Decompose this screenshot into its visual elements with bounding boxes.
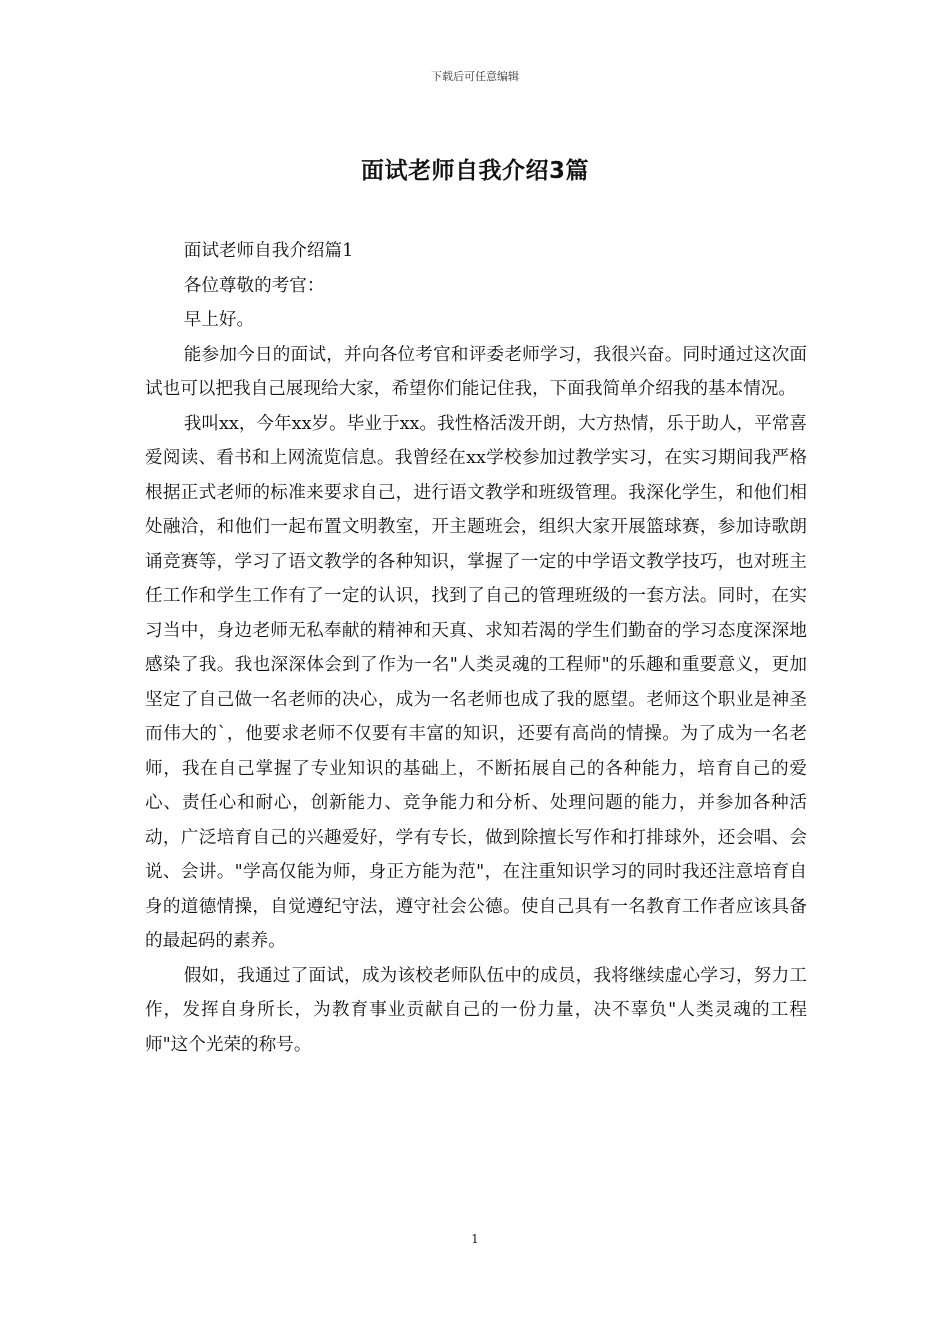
header-note: 下载后可任意编辑 bbox=[431, 70, 519, 83]
body-paragraph: 假如，我通过了面试，成为该校老师队伍中的成员，我将继续虚心学习，努力工作，发挥自身所长，为教育事业贡献自己的一份力量，决不辜负"人类灵魂的工程师"这个光荣的称号。 bbox=[145, 965, 807, 1055]
salutation: 各位尊敬的考官： bbox=[183, 275, 325, 296]
body-paragraph: 能参加今日的面试，并向各位考官和评委老师学习，我很兴奋。同时通过这次面试也可以把我自己展现给大家，希望你们能记住我，下面我简单介绍我的基本情况。 bbox=[145, 344, 807, 399]
page-number: 1 bbox=[471, 1232, 479, 1246]
greeting: 早上好。 bbox=[183, 310, 255, 330]
document-title: 面试老师自我介绍3篇 bbox=[360, 158, 589, 184]
section-heading: 面试老师自我介绍篇1 bbox=[183, 241, 354, 261]
document-body bbox=[145, 234, 807, 1062]
body-paragraph: 我叫xx，今年xx岁。毕业于xx。我性格活泼开朗，大方热情，乐于助人，平常喜爱阅读、看书和上网流览信息。我曾经在xx学校参加过教学实习，在实习期间我严格根据正式老师的标准来要求自己，进行语文教学和班级管理。我深化学生，和他们相处融洽，和他们一起布置文明教室，开主题班会，组织大家开展篮球赛，参加诗歌朗诵竞赛等，学习了语文教学的各种知识，掌握了一定的中学语文教学技巧，也对班主任工作和学生工作有了一定的认识，找到了自己的管理班级的一套方法。同时，在实习当中，身边老师无私奉献的精神和天真、求知若渴的学生们勤奋的学习态度深深地感染了我。我也深深体会到了作为一名"人类灵魂的工程师"的乐趣和重要意义，更加坚定了自己做一名老师的决心，成为一名老师也成了我的愿望。老师这个职业是神圣而伟大的`，他要求老师不仅要有丰富的知识，还要有高尚的情操。为了成为一名老师，我在自己掌握了专业知识的基础上，不断拓展自己的各种能力，培育自己的爱心、责任心和耐心，创新能力、竞争能力和分析、处理问题的能力，并参加各种活动，广泛培育自己的兴趣爱好，学有专长，做到除擅长写作和打排球外，还会唱、会说、会讲。"学高仅能为师，身正方能为范"，在注重知识学习的同时我还注意培育自身的道德情操，自觉遵纪守法，遵守社会公德。使自己具有一名教育工作者应该具备的最起码的素养。 bbox=[145, 413, 807, 951]
